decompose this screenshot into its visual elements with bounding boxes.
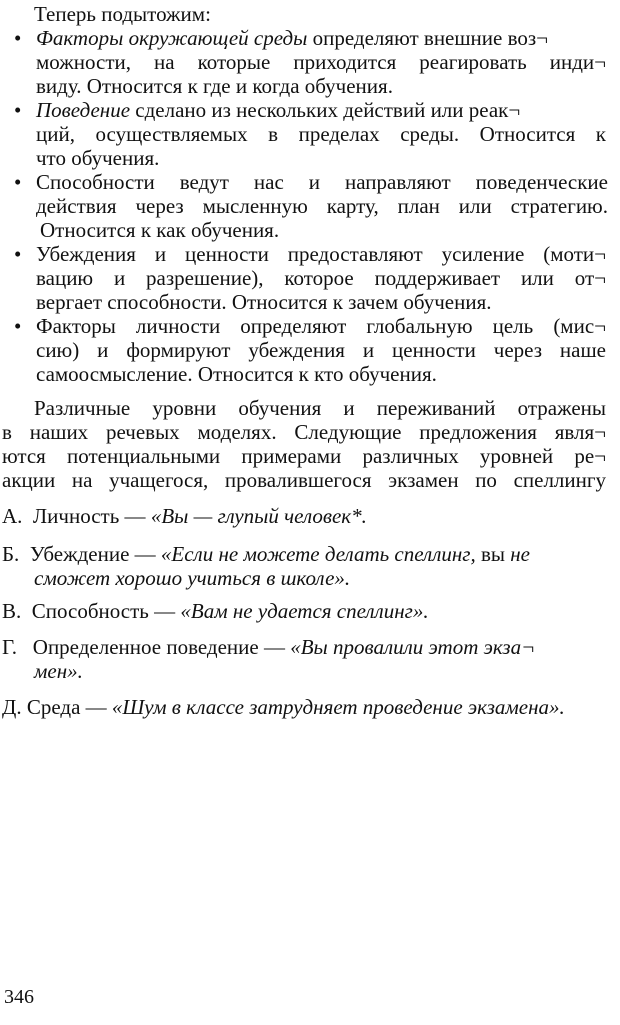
paragraph-line: акции на учащегося, провалившегося экзамен по спеллингу xyxy=(2,468,606,492)
example-quote: «Вы провалили этот экза¬ xyxy=(290,635,536,659)
example-label: Среда — xyxy=(26,695,107,719)
example-quote: «Вам не удается спеллинг». xyxy=(180,599,429,623)
item-text: действия через мысленную карту, план или стратегию. xyxy=(36,194,608,218)
intro-line: Теперь подытожим: xyxy=(34,2,211,26)
item-text: что обучения. xyxy=(36,146,160,170)
item-text: Относится к как обучения. xyxy=(40,218,280,242)
bullet-marker: • xyxy=(14,98,22,122)
example-letter: Г. xyxy=(2,635,18,659)
example-c xyxy=(2,599,429,623)
page-number: 346 xyxy=(4,986,34,1008)
example-e xyxy=(2,695,565,719)
paragraph-line: ются потенциальными примерами различных уровней ре¬ xyxy=(2,444,606,468)
item-text: Факторы личности определяют глобальную цель (мис¬ xyxy=(36,314,606,338)
example-quote: «Если не можете делать спеллинг, xyxy=(160,542,476,566)
bullet-marker: • xyxy=(14,242,22,266)
example-label: Способность — xyxy=(31,599,176,623)
example-text: вы xyxy=(475,542,511,566)
example-letter: В. xyxy=(2,599,22,623)
item-text: сделано из нескольких действий или реак¬ xyxy=(130,98,521,122)
example-quote: «Шум в классе затрудняет проведение экзамена». xyxy=(111,695,565,719)
example-a xyxy=(2,504,367,528)
item-text: ций, осуществляемых в пределах среды. Относится к xyxy=(36,122,606,146)
list-item xyxy=(36,26,606,50)
list-item xyxy=(36,98,520,122)
example-label: Определенное поведение — xyxy=(32,635,285,659)
item-text: самоосмысление. Относится к кто обучения. xyxy=(36,362,437,386)
item-term: Факторы окружающей среды xyxy=(36,26,308,50)
paragraph-line: в наших речевых моделях. Следующие предложения явля¬ xyxy=(2,420,606,444)
example-label: Убеждение — xyxy=(29,542,156,566)
paragraph-line: Различные уровни обучения и переживаний отражены xyxy=(34,396,606,420)
example-quote: не xyxy=(510,542,531,566)
item-text: Способности ведут нас и направляют поведенческие xyxy=(36,170,608,194)
item-text: можности, на которые приходится реагировать инди¬ xyxy=(36,50,606,74)
bullet-marker: • xyxy=(14,314,22,338)
example-quote: сможет хорошо учиться в школе». xyxy=(34,566,351,590)
item-text: вацию и разрешение), которое поддерживает или от¬ xyxy=(36,266,606,290)
example-d xyxy=(2,635,535,659)
example-label: Личность — xyxy=(32,504,146,528)
example-letter: Б. xyxy=(2,542,20,566)
bullet-marker: • xyxy=(14,170,22,194)
item-text: Убеждения и ценности предоставляют усиление (моти¬ xyxy=(36,242,606,266)
item-text: вергает способности. Относится к зачем обучения. xyxy=(36,290,492,314)
item-text: определяют внешние воз¬ xyxy=(307,26,549,50)
item-text: сию) и формируют убеждения и ценности через наше xyxy=(36,338,606,362)
item-term: Поведение xyxy=(36,98,131,122)
example-letter: Д. xyxy=(2,695,22,719)
item-text: виду. Относится к где и когда обучения. xyxy=(36,74,393,98)
bullet-marker: • xyxy=(14,26,22,50)
example-quote: мен». xyxy=(34,659,83,683)
example-letter: А. xyxy=(2,504,23,528)
example-quote: «Вы — глупый человек*. xyxy=(150,504,367,528)
example-b xyxy=(2,542,530,566)
